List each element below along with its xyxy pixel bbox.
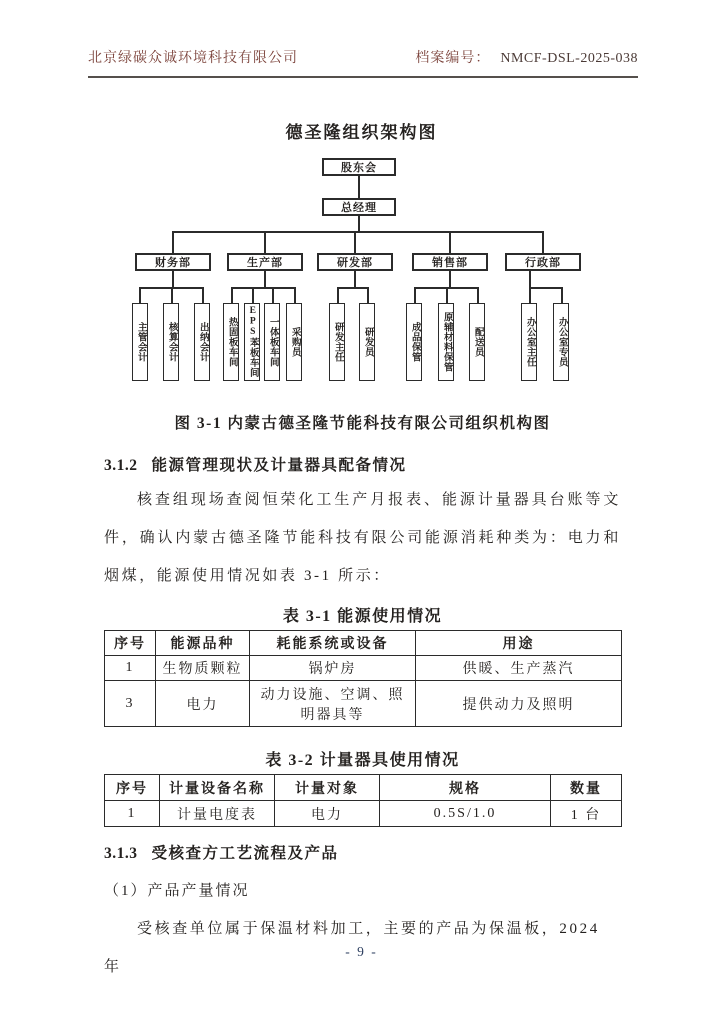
connector-line (529, 289, 531, 303)
subsection-product-output: （1）产品产量情况 (104, 883, 250, 899)
org-box-finished-goods-keeper: 成品保管 (406, 303, 422, 381)
cell-quantity: 1 台 (551, 801, 622, 827)
cell-energy-type: 电力 (156, 681, 250, 727)
col-header-usage: 用途 (416, 631, 622, 656)
connector-line (414, 289, 416, 303)
col-header-measured-object: 计量对象 (275, 775, 380, 801)
org-box-purchaser: 采购员 (286, 303, 302, 381)
connector-line (358, 216, 360, 231)
connector-line (294, 289, 296, 303)
connector-line (542, 233, 544, 253)
connector-line (354, 271, 356, 287)
page-number: - 9 - (345, 944, 378, 959)
section-heading-312 (104, 453, 621, 475)
cell-spec: 0.5S/1.0 (380, 801, 551, 827)
org-box-raw-material-keeper: 原辅材料保管 (438, 303, 454, 381)
paragraph-product-intro: 受核查单位属于保温材料加工，主要的产品为保温板，2024 年 (104, 921, 600, 975)
page-header (88, 0, 638, 78)
col-header-spec: 规格 (380, 775, 551, 801)
cell-index: 1 (105, 801, 160, 827)
table-32-caption: 表 3-2 计量器具使用情况 (265, 752, 460, 769)
col-header-device-name: 计量设备名称 (160, 775, 275, 801)
table-row (105, 801, 622, 827)
org-box-shareholders: 股东会 (322, 158, 396, 176)
section-heading-313 (104, 841, 621, 863)
table-header-row (105, 631, 622, 656)
connector-line (561, 289, 563, 303)
section-number: 3.1.2 (104, 457, 138, 474)
connector-line (337, 287, 369, 289)
connector-line (354, 233, 356, 253)
org-box-office-clerk: 办公室专员 (553, 303, 569, 381)
cell-usage: 提供动力及照明 (416, 681, 622, 727)
col-header-energy-type: 能源品种 (156, 631, 250, 656)
connector-line (529, 271, 531, 287)
connector-line (449, 271, 451, 287)
connector-line (358, 176, 360, 198)
org-box-dept-finance: 财务部 (135, 253, 211, 271)
cell-system: 锅炉房 (250, 656, 416, 681)
org-box-cashier-accountant: 出纳会计 (194, 303, 210, 381)
org-box-rnd-director: 研发主任 (329, 303, 345, 381)
paragraph-energy-overview: 核查组现场查阅恒荣化工生产月报表、能源计量器具台账等文件，确认内蒙古德圣隆节能科技有限公司能源消耗种类为：电力和烟煤，能源使用情况如表 3-1 所示： (104, 492, 621, 584)
org-box-dept-rnd: 研发部 (317, 253, 393, 271)
org-box-office-director: 办公室主任 (521, 303, 537, 381)
connector-line (139, 289, 141, 303)
connector-line (172, 271, 174, 287)
section-number: 3.1.3 (104, 845, 138, 862)
connector-line (367, 289, 369, 303)
table-header-row (105, 775, 622, 801)
col-header-quantity: 数量 (551, 775, 622, 801)
connector-line (446, 289, 448, 303)
org-box-integrated-board-workshop: 一体板车间 (264, 303, 280, 381)
cell-device-name: 计量电度表 (160, 801, 275, 827)
document-body (104, 411, 621, 986)
col-header-index: 序号 (105, 631, 156, 656)
connector-line (449, 233, 451, 253)
connector-line (252, 289, 254, 303)
col-header-system: 耗能系统或设备 (250, 631, 416, 656)
file-number-value: NMCF-DSL-2025-038 (500, 51, 638, 66)
org-box-delivery-staff: 配送员 (469, 303, 485, 381)
connector-line (202, 289, 204, 303)
org-box-general-manager: 总经理 (322, 198, 396, 216)
figure-caption: 图 3-1 内蒙古德圣隆节能科技有限公司组织机构图 (174, 415, 551, 432)
org-box-rnd-staff: 研发员 (359, 303, 375, 381)
connector-line (477, 289, 479, 303)
section-title: 受核查方工艺流程及产品 (151, 845, 339, 862)
table-metering-devices (104, 774, 622, 827)
cell-system: 动力设施、空调、照明器具等 (250, 681, 416, 727)
table-row (105, 656, 622, 681)
col-header-index: 序号 (105, 775, 160, 801)
org-box-cost-accountant: 核算会计 (163, 303, 179, 381)
org-box-dept-production: 生产部 (227, 253, 303, 271)
org-box-thermoset-workshop: 热固板车间 (223, 303, 239, 381)
org-box-dept-sales: 销售部 (412, 253, 488, 271)
connector-line (337, 289, 339, 303)
header-company-name: 北京绿碳众诚环境科技有限公司 (88, 51, 298, 66)
org-box-eps-workshop: EPS苯板车间 (244, 303, 260, 381)
table-energy-usage (104, 630, 622, 727)
connector-line (231, 287, 296, 289)
connector-line (272, 289, 274, 303)
org-chart-title: 德圣隆组织架构图 (285, 123, 438, 142)
cell-measured-object: 电力 (275, 801, 380, 827)
section-title: 能源管理现状及计量器具配备情况 (151, 457, 407, 474)
header-file-number (415, 47, 638, 67)
table-row (105, 681, 622, 727)
connector-line (172, 231, 544, 233)
connector-line (529, 287, 563, 289)
cell-energy-type: 生物质颗粒 (156, 656, 250, 681)
table-31-caption: 表 3-1 能源使用情况 (282, 608, 443, 625)
cell-index: 3 (105, 681, 156, 727)
cell-index: 1 (105, 656, 156, 681)
connector-line (172, 233, 174, 253)
file-number-label: 档案编号： (415, 51, 491, 66)
connector-line (264, 271, 266, 287)
connector-line (264, 233, 266, 253)
connector-line (171, 289, 173, 303)
org-chart (0, 153, 723, 385)
connector-line (231, 289, 233, 303)
org-box-chief-accountant: 主管会计 (132, 303, 148, 381)
org-box-dept-admin: 行政部 (505, 253, 581, 271)
cell-usage: 供暖、生产蒸汽 (416, 656, 622, 681)
